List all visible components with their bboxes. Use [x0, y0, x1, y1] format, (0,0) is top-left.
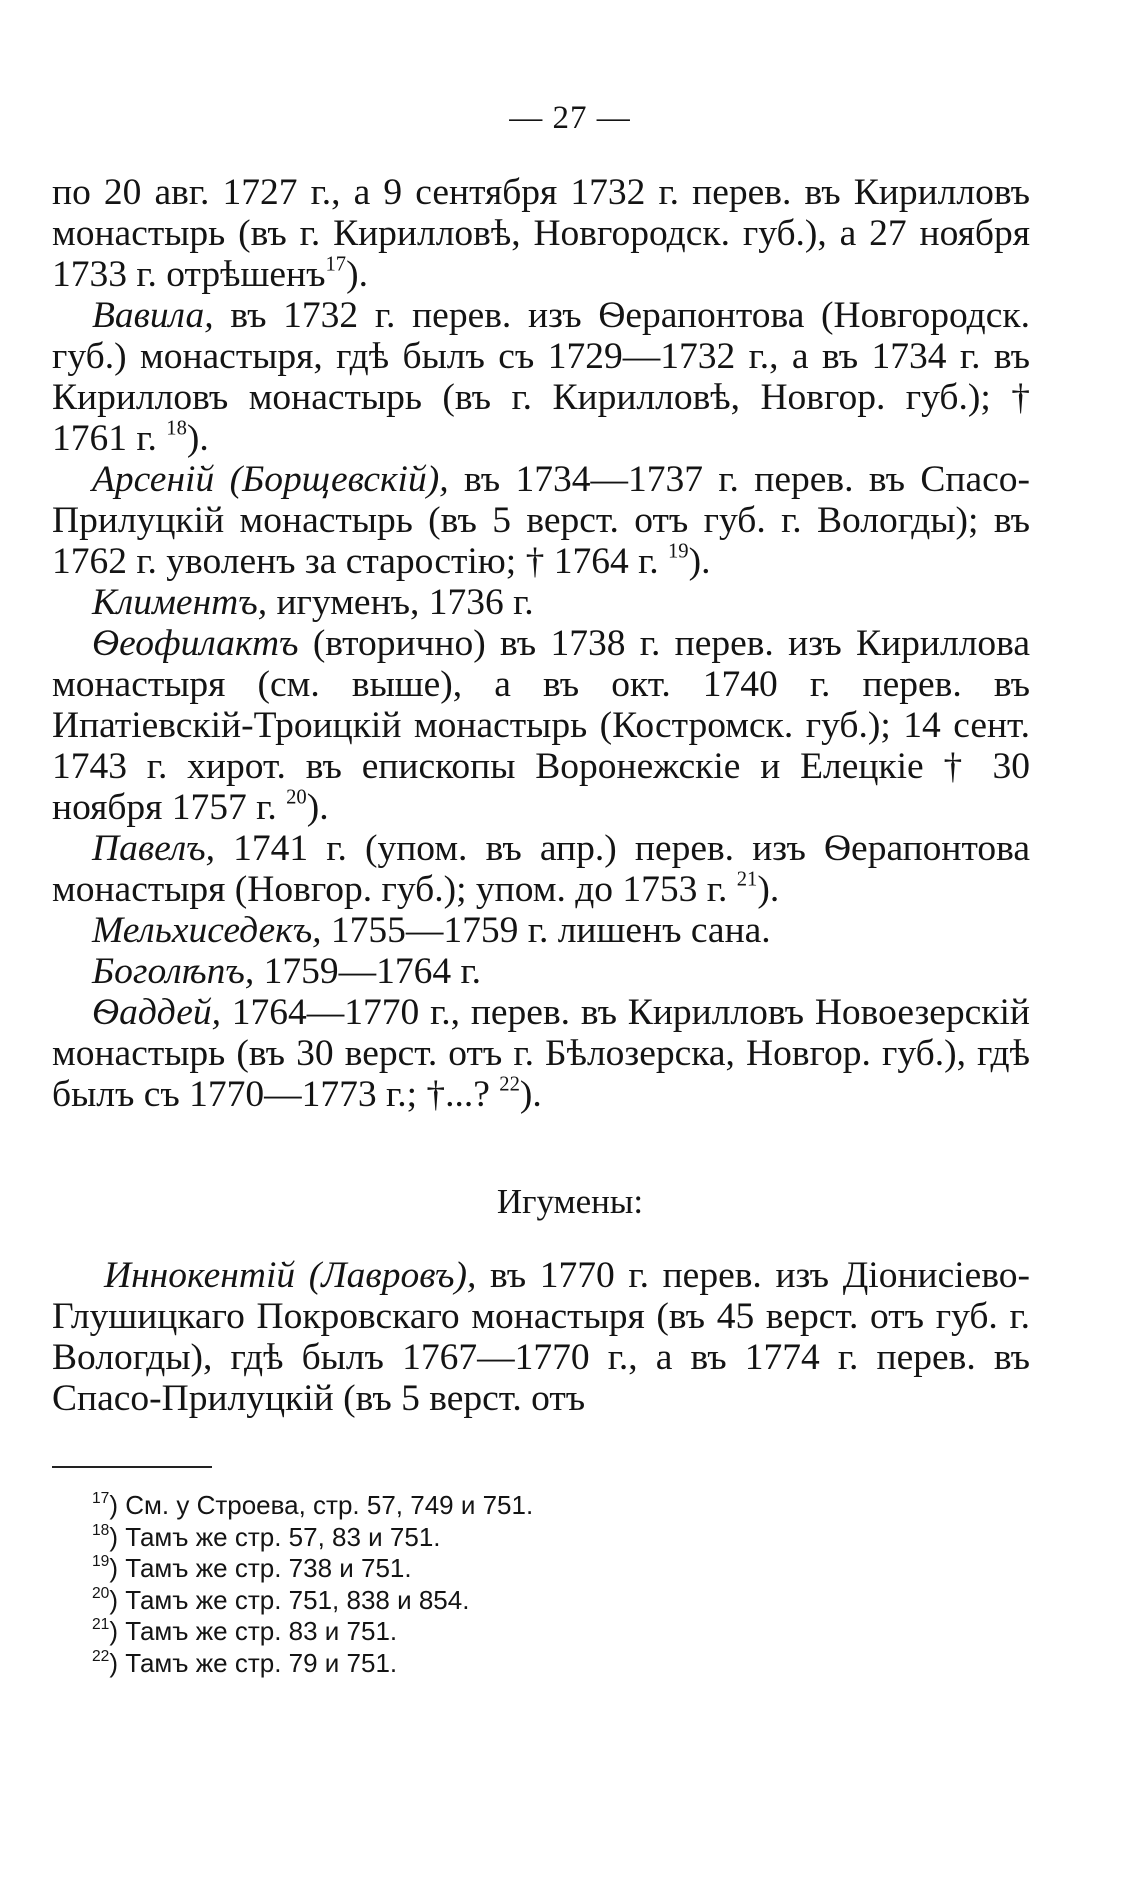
entry-paragraph	[52, 623, 1030, 828]
footnote-text: ) Тамъ же стр. 751, 838 и 854.	[109, 1584, 470, 1615]
entry-paragraph	[52, 582, 1030, 623]
entry-paragraph	[52, 459, 1030, 582]
entry-paragraph	[52, 910, 1030, 951]
entry-text: 1764—1770 г., перев. въ Кирилловъ Новоезерскій монастырь (въ 30 верст. отъ г. Бѣлозерска, Новгор. губ.), гдѣ былъ съ 1770—1773 г.; †...?	[52, 992, 1030, 1115]
entry-name: Вавила,	[92, 295, 214, 336]
entry-paragraph	[52, 828, 1030, 910]
entry-paragraph	[52, 295, 1030, 459]
footnote-divider	[52, 1466, 212, 1468]
footnote	[92, 1553, 892, 1585]
entry-name: Ѳаддей,	[92, 992, 221, 1033]
section-text	[52, 1255, 1030, 1419]
footnote-number: 22	[92, 1647, 110, 1665]
entry-tail: ).	[306, 787, 329, 828]
footnote	[92, 1490, 892, 1522]
footnote-text: ) Тамъ же стр. 79 и 751.	[109, 1647, 398, 1678]
entry-paragraph	[52, 992, 1030, 1115]
entry-text: въ 1770 г. перев. изъ Діонисіево-Глушицкаго Покровскаго монастыря (въ 45 верст. отъ губ. г. Вологды), гдѣ былъ 1767—1770 г., а въ 1774 г. перев. въ Спасо-Прилуцкій (въ 5 верст. отъ	[52, 1255, 1031, 1419]
entry-paragraph	[52, 951, 1030, 992]
entry-name: Климентъ,	[92, 582, 268, 623]
entry-name: Ѳеофилактъ	[92, 623, 299, 664]
footnote-number: 20	[92, 1584, 110, 1602]
entry-tail: ).	[346, 254, 368, 295]
footnotes	[92, 1490, 892, 1679]
entry-name: Мельхиседекъ,	[92, 910, 322, 951]
entry-name: Боголѣпъ,	[92, 951, 255, 992]
footnote-text: ) Тамъ же стр. 57, 83 и 751.	[109, 1521, 441, 1552]
page-number: — 27 —	[509, 100, 631, 136]
entry-paragraph	[52, 1255, 1030, 1419]
footnote-number: 19	[92, 1553, 110, 1571]
footnote-ref: 18	[166, 417, 187, 440]
entry-tail: ).	[186, 418, 209, 459]
entry-text: 1759—1764 г.	[254, 951, 482, 992]
entry-text: игуменъ, 1736 г.	[267, 582, 534, 623]
footnote-number: 18	[92, 1521, 110, 1539]
entry-name: Павелъ,	[92, 828, 216, 869]
main-text	[52, 172, 1030, 1115]
footnote-text: ) См. у Строева, стр. 57, 749 и 751.	[109, 1490, 534, 1520]
entry-tail: ).	[519, 1074, 542, 1115]
section-heading: Игумены:	[496, 1182, 644, 1221]
entry-text: по 20 авг. 1727 г., а 9 сентября 1732 г. перев. въ Кирилловъ монастырь (въ г. Кирилловѣ, Новгородск. губ.), а 27 ноября 1733 г. отрѣшенъ	[52, 172, 1030, 295]
entry-name: Иннокентій (Лавровъ),	[104, 1255, 477, 1296]
footnote	[92, 1616, 892, 1648]
entry-text: въ 1734—1737 г. перев. въ Спасо-Прилуцкій монастырь (въ 5 верст. отъ губ. г. Вологды); въ 1762 г. уволенъ за старостію; † 1764 г.	[52, 459, 1030, 582]
footnote-number: 21	[92, 1616, 110, 1634]
footnote-text: ) Тамъ же стр. 83 и 751.	[109, 1616, 398, 1646]
footnote-ref: 17	[325, 253, 347, 276]
entry-name: Арсеній (Борщевскій),	[92, 459, 449, 500]
footnote	[92, 1648, 892, 1680]
footnote-ref: 20	[286, 786, 307, 809]
entry-text: 1741 г. (упом. въ апр.) перев. изъ Ѳерапонтова монастыря (Новгор. губ.); упом. до 1753 г.	[52, 828, 1030, 910]
footnote-ref: 22	[499, 1073, 520, 1096]
entry-text: 1755—1759 г. лишенъ сана.	[321, 910, 771, 951]
footnote-ref: 19	[668, 540, 689, 563]
footnote-text: ) Тамъ же стр. 738 и 751.	[109, 1553, 412, 1583]
footnote	[92, 1522, 892, 1554]
entry-text: въ 1732 г. перев. изъ Ѳерапонтова (Новгородск. губ.) монастыря, гдѣ былъ съ 1729—1732 г., а въ 1734 г. въ Кирилловъ монастырь (въ г. Кирилловѣ, Новгор. губ.); † 1761 г.	[52, 295, 1030, 459]
footnote-ref: 21	[736, 868, 758, 891]
footnote-number: 17	[92, 1490, 110, 1508]
entry-paragraph	[52, 172, 1030, 295]
entry-tail: ).	[757, 869, 780, 910]
entry-tail: ).	[688, 541, 711, 582]
entry-text: (вторично) въ 1738 г. перев. изъ Кириллова монастыря (см. выше), а въ окт. 1740 г. перев. въ Ипатіевскій-Троицкій монастырь (Костромск. губ.); 14 сент. 1743 г. хирот. въ епископы Воронежскіе и Елецкіе † 30 ноября 1757 г.	[52, 623, 1030, 828]
footnote	[92, 1585, 892, 1617]
